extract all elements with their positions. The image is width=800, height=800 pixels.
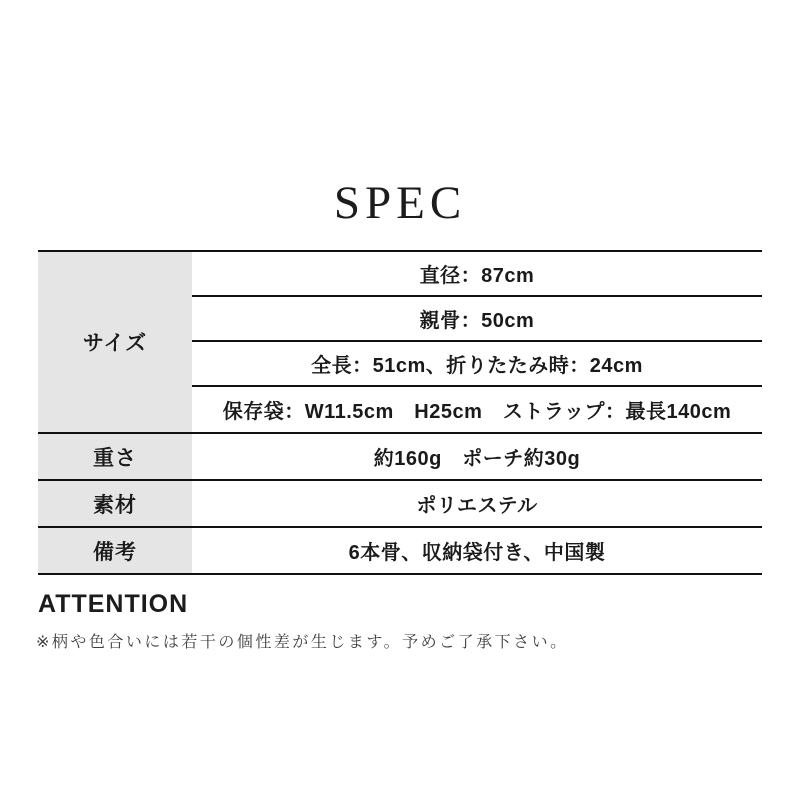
size-value-rib: 親骨：50cm (192, 297, 762, 342)
weight-value: 約160g ポーチ約30g (373, 448, 581, 470)
row-values-size (192, 252, 762, 432)
size-value-length: 全長：51cm、折りたたみ時：24cm (192, 342, 762, 387)
attention-heading: ATTENTION (38, 590, 189, 618)
size-value-diameter: 直径：87cm (192, 252, 762, 297)
page-title: SPEC (333, 177, 467, 229)
attention-note: ※柄や色合いには若干の個性差が生じます。予めご了承下さい。 (36, 634, 569, 651)
row-label-weight: 重さ (38, 434, 192, 479)
row-label-size: サイズ (38, 252, 192, 432)
material-value: ポリエステル (416, 495, 538, 517)
row-values-material (192, 481, 762, 526)
spec-table (38, 250, 762, 575)
table-row-weight (38, 434, 762, 481)
row-label-material: 素材 (38, 481, 192, 526)
table-row-material (38, 481, 762, 528)
size-value-pouch-strap: 保存袋：W11.5cm H25cm ストラップ：最長140cm (222, 401, 732, 423)
table-row-notes (38, 528, 762, 575)
row-label-notes: 備考 (38, 528, 192, 573)
row-values-notes (192, 528, 762, 573)
notes-value: 6本骨、収納袋付き、中国製 (348, 542, 606, 564)
row-values-weight (192, 434, 762, 479)
table-row-size (38, 252, 762, 434)
